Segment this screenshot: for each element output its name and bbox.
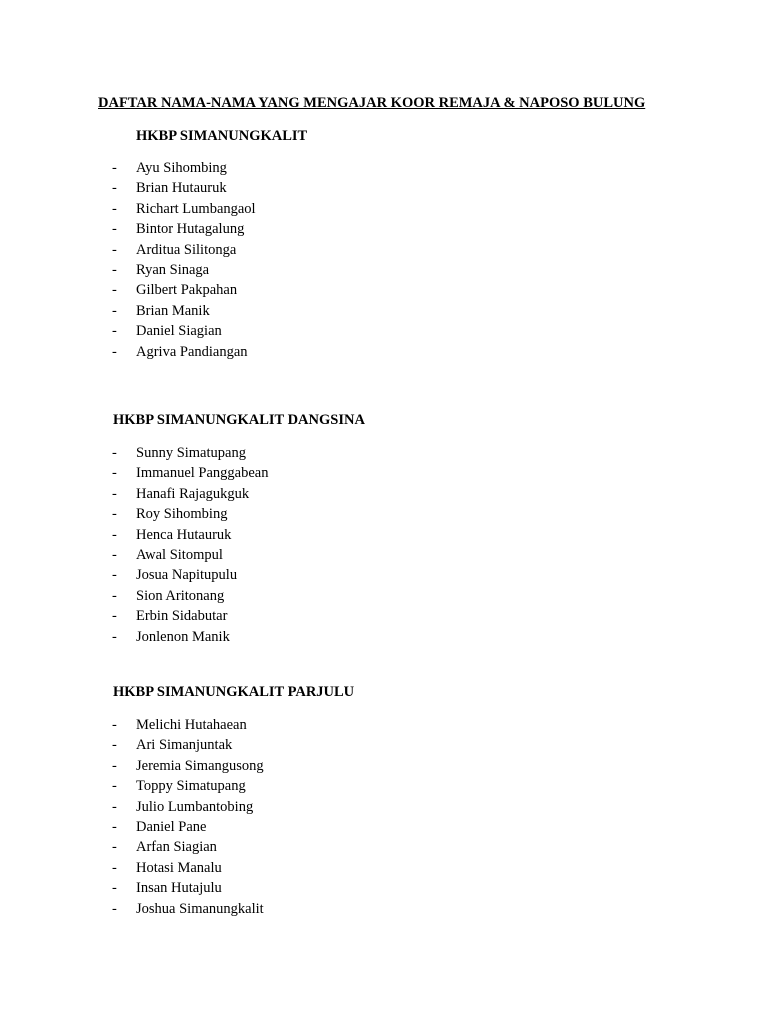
section-heading-dangsina: HKBP SIMANUNGKALIT DANGSINA bbox=[113, 412, 365, 428]
list-bullet: - bbox=[112, 485, 117, 502]
list-item bbox=[112, 484, 268, 504]
list-bullet: - bbox=[112, 506, 117, 523]
list-bullet: - bbox=[112, 798, 117, 815]
list-item bbox=[112, 199, 256, 219]
list-item bbox=[112, 504, 268, 524]
list-item bbox=[112, 878, 264, 898]
list-bullet: - bbox=[112, 880, 117, 897]
person-name: Daniel Siagian bbox=[136, 323, 222, 340]
list-bullet: - bbox=[112, 587, 117, 604]
person-name: Immanuel Panggabean bbox=[136, 465, 269, 482]
person-name: Ryan Sinaga bbox=[136, 261, 210, 278]
document-title: DAFTAR NAMA-NAMA YANG MENGAJAR KOOR REMAJA & NAPOSO BULUNG bbox=[98, 95, 646, 111]
person-name: Ayu Sihombing bbox=[136, 160, 227, 176]
section-heading-simanungkalit: HKBP SIMANUNGKALIT bbox=[136, 128, 308, 144]
person-name: Richart Lumbangaol bbox=[136, 200, 256, 217]
person-name: Brian Hutauruk bbox=[136, 180, 227, 197]
list-item bbox=[112, 899, 264, 919]
list-item bbox=[112, 158, 256, 178]
person-name: Agriva Pandiangan bbox=[136, 343, 248, 360]
list-item bbox=[112, 565, 268, 585]
list-item bbox=[112, 837, 264, 857]
list-bullet: - bbox=[112, 241, 117, 258]
list-item bbox=[112, 463, 268, 483]
list-item bbox=[112, 797, 264, 817]
list-bullet: - bbox=[112, 818, 117, 835]
list-item bbox=[112, 735, 264, 755]
list-bullet: - bbox=[112, 567, 117, 584]
person-name: Jonlenon Manik bbox=[136, 628, 230, 645]
list-item bbox=[112, 776, 264, 796]
list-item bbox=[112, 817, 264, 837]
person-name: Roy Sihombing bbox=[136, 506, 228, 523]
list-item bbox=[112, 606, 268, 626]
section-heading-parjulu: HKBP SIMANUNGKALIT PARJULU bbox=[113, 684, 355, 700]
list-item bbox=[112, 219, 256, 239]
person-name: Arditua Silitonga bbox=[136, 241, 237, 258]
person-name: Toppy Simatupang bbox=[136, 778, 246, 795]
person-name: Insan Hutajulu bbox=[136, 880, 222, 897]
person-name: Sion Aritonang bbox=[136, 587, 225, 604]
name-list-dangsina bbox=[112, 443, 268, 647]
list-item bbox=[112, 178, 256, 198]
person-name: Ari Simanjuntak bbox=[136, 737, 233, 754]
list-bullet: - bbox=[112, 757, 117, 774]
person-name: Jeremia Simangusong bbox=[136, 757, 264, 774]
list-item bbox=[112, 280, 256, 300]
list-bullet: - bbox=[112, 323, 117, 340]
list-bullet: - bbox=[112, 302, 117, 319]
name-list-parjulu bbox=[112, 715, 264, 919]
list-bullet: - bbox=[112, 261, 117, 278]
person-name: Arfan Siagian bbox=[136, 839, 217, 856]
name-list-simanungkalit bbox=[112, 158, 256, 362]
list-bullet: - bbox=[112, 546, 117, 563]
list-item bbox=[112, 715, 264, 735]
list-bullet: - bbox=[112, 608, 117, 625]
list-bullet: - bbox=[112, 465, 117, 482]
person-name: Sunny Simatupang bbox=[136, 445, 246, 461]
list-bullet: - bbox=[112, 717, 117, 733]
list-item bbox=[112, 443, 268, 463]
list-item bbox=[112, 240, 256, 260]
list-item bbox=[112, 756, 264, 776]
list-bullet: - bbox=[112, 221, 117, 238]
list-bullet: - bbox=[112, 282, 117, 299]
list-item bbox=[112, 260, 256, 280]
list-item bbox=[112, 586, 268, 606]
person-name: Hotasi Manalu bbox=[136, 859, 222, 876]
person-name: Josua Napitupulu bbox=[136, 567, 238, 584]
list-item bbox=[112, 525, 268, 545]
person-name: Melichi Hutahaean bbox=[136, 717, 247, 733]
list-item bbox=[112, 342, 256, 362]
person-name: Brian Manik bbox=[136, 302, 210, 319]
list-bullet: - bbox=[112, 859, 117, 876]
list-item bbox=[112, 627, 268, 647]
list-bullet: - bbox=[112, 839, 117, 856]
person-name: Awal Sitompul bbox=[136, 546, 223, 563]
person-name: Julio Lumbantobing bbox=[136, 798, 254, 815]
person-name: Henca Hutauruk bbox=[136, 526, 232, 543]
list-item bbox=[112, 545, 268, 565]
person-name: Erbin Sidabutar bbox=[136, 608, 228, 625]
person-name: Joshua Simanungkalit bbox=[136, 900, 264, 917]
list-bullet: - bbox=[112, 628, 117, 645]
list-bullet: - bbox=[112, 526, 117, 543]
list-bullet: - bbox=[112, 343, 117, 360]
person-name: Gilbert Pakpahan bbox=[136, 282, 238, 299]
list-bullet: - bbox=[112, 160, 117, 176]
person-name: Hanafi Rajagukguk bbox=[136, 485, 250, 502]
person-name: Bintor Hutagalung bbox=[136, 221, 245, 238]
list-bullet: - bbox=[112, 200, 117, 217]
list-item bbox=[112, 321, 256, 341]
person-name: Daniel Pane bbox=[136, 818, 207, 835]
list-item bbox=[112, 858, 264, 878]
list-bullet: - bbox=[112, 180, 117, 197]
list-bullet: - bbox=[112, 737, 117, 754]
list-item bbox=[112, 301, 256, 321]
list-bullet: - bbox=[112, 778, 117, 795]
list-bullet: - bbox=[112, 900, 117, 917]
list-bullet: - bbox=[112, 445, 117, 461]
